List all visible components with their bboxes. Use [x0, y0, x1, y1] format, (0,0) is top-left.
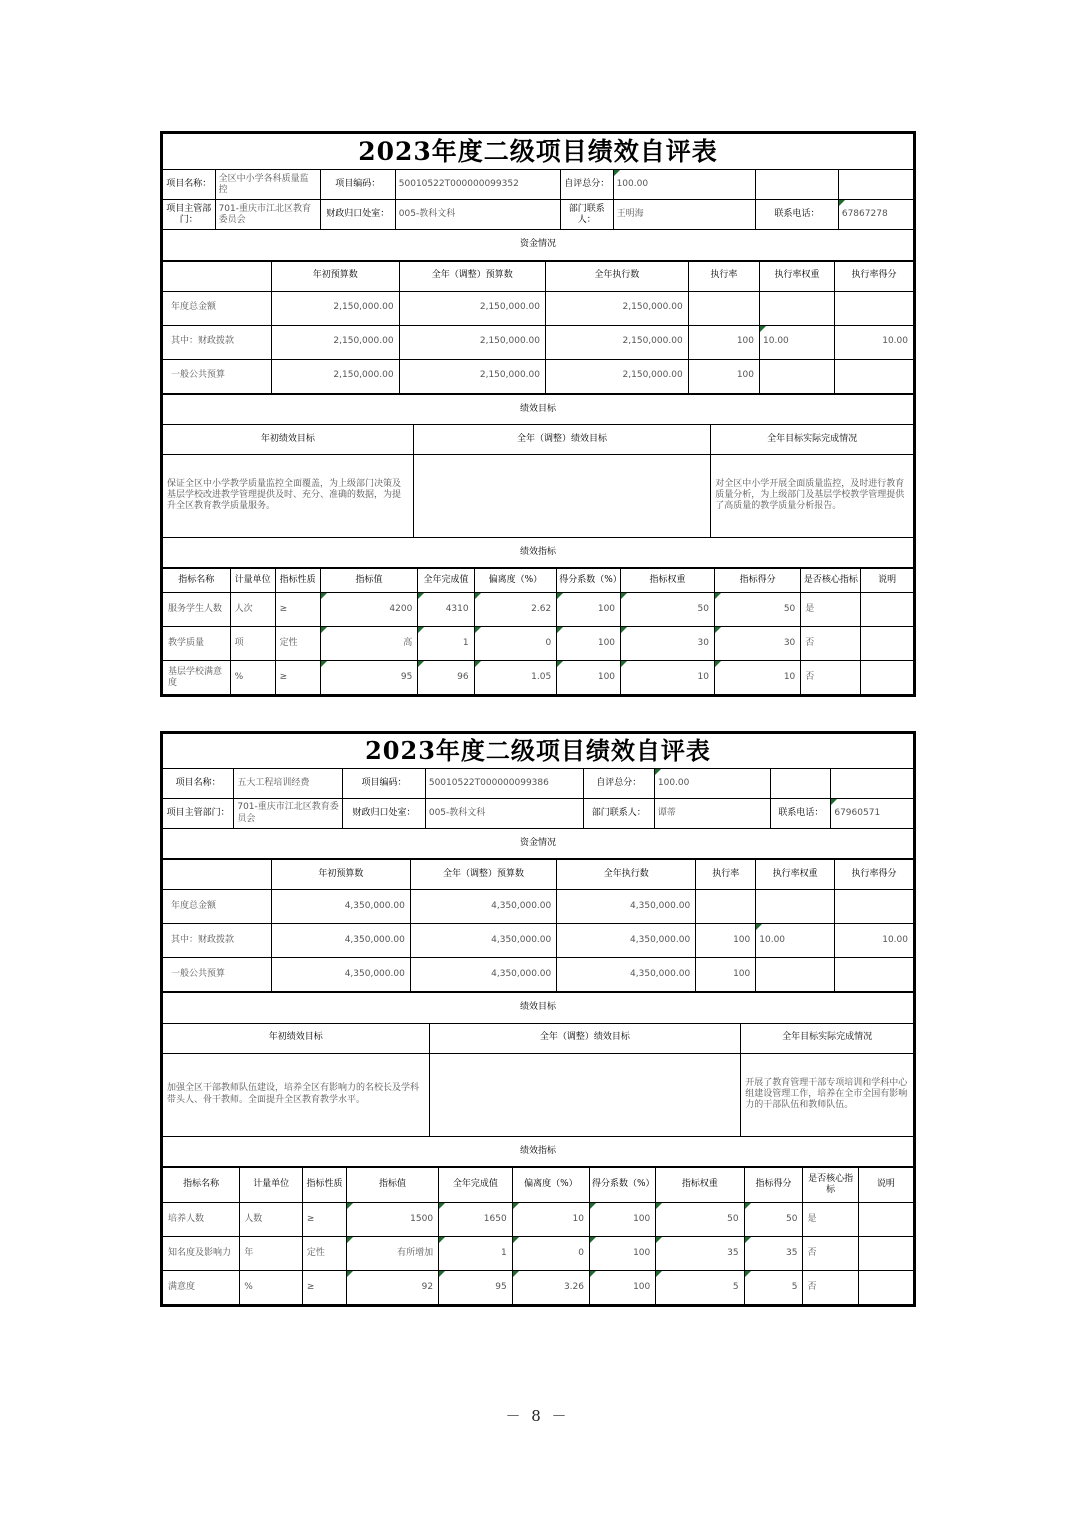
- ind-actual: 96: [418, 661, 474, 695]
- ind-name: 服务学生人数: [163, 593, 231, 627]
- ind-target: 95: [320, 661, 418, 695]
- fund-row-label: 一般公共预算: [163, 958, 272, 992]
- goal-adjusted-text: [413, 454, 710, 537]
- goal-col-actual: 全年目标实际完成情况: [711, 424, 914, 454]
- ind-target: 92: [347, 1271, 439, 1305]
- fund-weight: [760, 291, 835, 325]
- ind-unit: 年: [240, 1237, 303, 1271]
- goal-col-adjusted: 全年（调整）绩效目标: [429, 1023, 741, 1053]
- form1-funding-band-row: [163, 230, 914, 260]
- fund-rate: 100: [696, 924, 756, 958]
- table-row: [163, 593, 914, 627]
- label-dept-contact: 部门联系人：: [561, 200, 614, 230]
- ind-unit: %: [230, 661, 275, 695]
- ind-col-coefficient: 得分系数（%）: [557, 569, 621, 593]
- ind-nature: 定性: [302, 1237, 346, 1271]
- ind-weight: 50: [621, 593, 715, 627]
- ind-unit: %: [240, 1271, 303, 1305]
- band-funding: 资金情况: [163, 829, 914, 859]
- value-project-name: 五大工程培训经费: [234, 769, 343, 799]
- ind-col-name: 指标名称: [163, 1167, 240, 1203]
- ind-target: 高: [320, 627, 418, 661]
- ind-nature: ≥: [302, 1271, 346, 1305]
- ind-score: 35: [744, 1237, 803, 1271]
- fund-executed: 2,150,000.00: [545, 291, 688, 325]
- fund-adjusted: 2,150,000.00: [399, 325, 545, 359]
- form2-page-title: 2023年度二级项目绩效自评表: [365, 736, 711, 765]
- band-indicators: 绩效指标: [163, 537, 914, 567]
- ind-col-score: 指标得分: [714, 569, 800, 593]
- ind-coefficient: 100: [557, 593, 621, 627]
- fund-rate: 100: [688, 325, 759, 359]
- form2-goals-header: [163, 1023, 914, 1053]
- label-project-name: 项目名称：: [163, 769, 234, 799]
- band-goals: 绩效目标: [163, 394, 914, 424]
- form1-indicators-header: [163, 569, 914, 593]
- ind-note: [861, 593, 914, 627]
- fund-executed: 2,150,000.00: [545, 359, 688, 393]
- fund-adjusted: 2,150,000.00: [399, 291, 545, 325]
- ind-name: 满意度: [163, 1271, 240, 1305]
- goal-col-adjusted: 全年（调整）绩效目标: [413, 424, 710, 454]
- ind-col-actual: 全年完成值: [418, 569, 474, 593]
- form1-indicators-table: [162, 568, 914, 695]
- fund-score: [835, 958, 914, 992]
- ind-name: 培养人数: [163, 1203, 240, 1237]
- fund-col-adjusted-budget: 全年（调整）预算数: [410, 860, 556, 890]
- fund-rate: 100: [688, 359, 759, 393]
- value-contact-phone: 67867278: [838, 200, 913, 230]
- fund-weight: 10.00: [760, 325, 835, 359]
- performance-self-evaluation-form-1: [160, 131, 916, 697]
- form1-page-title: 2023年度二级项目绩效自评表: [358, 137, 718, 166]
- ind-col-note: 说明: [861, 569, 914, 593]
- ind-weight: 50: [656, 1203, 744, 1237]
- form2-funding-band-row: [163, 829, 914, 859]
- form2-funding-header: [163, 860, 914, 890]
- ind-note: [861, 627, 914, 661]
- ind-coefficient: 100: [590, 1271, 656, 1305]
- goal-actual-text: 开展了教育管理干部专项培训和学科中心组建设管理工作，培养在全市全国有影响力的干部队伍和教师队伍。: [741, 1053, 914, 1136]
- value-dept-in-charge: 701-重庆市江北区教育委员会: [234, 799, 343, 829]
- form1-row-dept: [163, 200, 914, 230]
- ind-col-name: 指标名称: [163, 569, 231, 593]
- ind-col-score: 指标得分: [744, 1167, 803, 1203]
- fund-row-label: 年度总金额: [163, 890, 272, 924]
- fund-initial: 4,350,000.00: [271, 924, 410, 958]
- ind-deviation: 10: [512, 1203, 589, 1237]
- ind-weight: 5: [656, 1271, 744, 1305]
- ind-weight: 10: [621, 661, 715, 695]
- ind-deviation: 2.62: [474, 593, 557, 627]
- ind-target: 有所增加: [347, 1237, 439, 1271]
- label-dept-contact: 部门联系人：: [583, 799, 654, 829]
- goal-actual-text: 对全区中小学开展全面质量监控，及时进行教育质量分析，为上级部门及基层学校教学管理提供了高质量的教学质量分析报告。: [711, 454, 914, 537]
- ind-weight: 30: [621, 627, 715, 661]
- ind-core: 否: [801, 627, 861, 661]
- form2-goals-values: [163, 1053, 914, 1136]
- form2-funding-table: [162, 859, 914, 992]
- table-row: [163, 1237, 914, 1271]
- ind-name: 基层学校满意度: [163, 661, 231, 695]
- ind-deviation: 3.26: [512, 1271, 589, 1305]
- fund-col-exec-rate: 执行率: [688, 261, 759, 291]
- form1-goals-band-row: [163, 394, 914, 424]
- fund-initial: 4,350,000.00: [271, 890, 410, 924]
- form2-indicators-header: [163, 1167, 914, 1203]
- ind-core: 是: [803, 1203, 858, 1237]
- ind-col-weight: 指标权重: [656, 1167, 744, 1203]
- ind-col-core: 是否核心指标: [801, 569, 861, 593]
- fund-row-label: 年度总金额: [163, 291, 272, 325]
- fund-col-exec-weight: 执行率权重: [756, 860, 835, 890]
- ind-nature: ≥: [275, 593, 320, 627]
- ind-actual: 4310: [418, 593, 474, 627]
- page-number: － 8 －: [505, 1407, 570, 1425]
- fund-initial: 2,150,000.00: [271, 325, 399, 359]
- fund-weight: [756, 958, 835, 992]
- label-project-code: 项目编码：: [343, 769, 426, 799]
- ind-score: 10: [714, 661, 800, 695]
- ind-note: [858, 1271, 913, 1305]
- table-row: [163, 359, 914, 393]
- ind-coefficient: 100: [557, 661, 621, 695]
- value-finance-office: 005-教科文科: [425, 799, 583, 829]
- band-funding: 资金情况: [163, 230, 914, 260]
- label-finance-office: 财政归口处室：: [343, 799, 426, 829]
- ind-col-note: 说明: [858, 1167, 913, 1203]
- ind-deviation: 0: [474, 627, 557, 661]
- ind-col-target: 指标值: [347, 1167, 439, 1203]
- ind-deviation: 1.05: [474, 661, 557, 695]
- fund-executed: 2,150,000.00: [545, 325, 688, 359]
- form1-empty-cell-b: [838, 170, 913, 200]
- fund-initial: 2,150,000.00: [271, 291, 399, 325]
- label-dept-in-charge: 项目主管部门：: [163, 799, 234, 829]
- ind-coefficient: 100: [590, 1237, 656, 1271]
- ind-col-weight: 指标权重: [621, 569, 715, 593]
- ind-nature: 定性: [275, 627, 320, 661]
- ind-col-deviation: 偏离度（%）: [474, 569, 557, 593]
- fund-col-blank: [163, 860, 272, 890]
- ind-name: 知名度及影响力: [163, 1237, 240, 1271]
- ind-col-unit: 计量单位: [230, 569, 275, 593]
- value-project-code: 50010522T000000099352: [395, 170, 560, 200]
- table-row: [163, 890, 914, 924]
- form2-title-row: [163, 734, 914, 769]
- ind-col-nature: 指标性质: [275, 569, 320, 593]
- ind-core: 否: [801, 661, 861, 695]
- performance-self-evaluation-form-2: [160, 731, 916, 1307]
- form2-row-project-name: [163, 769, 914, 799]
- ind-coefficient: 100: [590, 1203, 656, 1237]
- ind-col-core: 是否核心指标: [803, 1167, 858, 1203]
- fund-col-exec-score: 执行率得分: [835, 860, 914, 890]
- fund-score: [835, 890, 914, 924]
- goal-col-initial: 年初绩效目标: [163, 424, 414, 454]
- label-contact-phone: 联系电话：: [756, 200, 839, 230]
- table-row: [163, 661, 914, 695]
- fund-initial: 4,350,000.00: [271, 958, 410, 992]
- label-self-eval-total: 自评总分：: [583, 769, 654, 799]
- form1-indicators-band-row: [163, 537, 914, 567]
- fund-score: 10.00: [835, 924, 914, 958]
- table-row: [163, 1271, 914, 1305]
- ind-unit: 人数: [240, 1203, 303, 1237]
- fund-weight: [760, 359, 835, 393]
- fund-row-label: 其中：财政拨款: [163, 325, 272, 359]
- ind-unit: 项: [230, 627, 275, 661]
- fund-col-exec-score: 执行率得分: [835, 261, 914, 291]
- ind-actual: 95: [439, 1271, 513, 1305]
- fund-adjusted: 4,350,000.00: [410, 958, 556, 992]
- ind-note: [861, 661, 914, 695]
- table-row: [163, 958, 914, 992]
- ind-nature: ≥: [275, 661, 320, 695]
- table-row: [163, 627, 914, 661]
- fund-col-exec-rate: 执行率: [696, 860, 756, 890]
- ind-score: 5: [744, 1271, 803, 1305]
- ind-deviation: 0: [512, 1237, 589, 1271]
- value-project-name: 全区中小学各科质量监控: [215, 170, 320, 200]
- goal-initial-text: 保证全区中小学教学质量监控全面覆盖，为上级部门决策及基层学校改进教学管理提供及时、充分、准确的数据，为提升全区教育教学质量服务。: [163, 454, 414, 537]
- form1-title-row: [163, 134, 914, 170]
- fund-rate: 100: [696, 958, 756, 992]
- form1-row-project-name: [163, 170, 914, 200]
- goal-col-initial: 年初绩效目标: [163, 1023, 430, 1053]
- ind-score: 50: [744, 1203, 803, 1237]
- value-project-code: 50010522T000000099386: [425, 769, 583, 799]
- ind-actual: 1: [439, 1237, 513, 1271]
- fund-executed: 4,350,000.00: [557, 958, 696, 992]
- form2-goals-table: [162, 992, 914, 1167]
- value-finance-office: 005-教科文科: [395, 200, 560, 230]
- form1-goals-values: [163, 454, 914, 537]
- form2-goals-band-row: [163, 993, 914, 1023]
- label-project-code: 项目编码：: [320, 170, 395, 200]
- ind-note: [858, 1237, 913, 1271]
- ind-coefficient: 100: [557, 627, 621, 661]
- ind-target: 4200: [320, 593, 418, 627]
- label-self-eval-total: 自评总分：: [561, 170, 614, 200]
- ind-name: 教学质量: [163, 627, 231, 661]
- form1-empty-cell-a: [756, 170, 839, 200]
- ind-col-deviation: 偏离度（%）: [512, 1167, 589, 1203]
- ind-col-nature: 指标性质: [302, 1167, 346, 1203]
- fund-executed: 4,350,000.00: [557, 890, 696, 924]
- fund-weight: 10.00: [756, 924, 835, 958]
- fund-initial: 2,150,000.00: [271, 359, 399, 393]
- table-row: [163, 924, 914, 958]
- ind-score: 30: [714, 627, 800, 661]
- ind-col-unit: 计量单位: [240, 1167, 303, 1203]
- ind-core: 否: [803, 1271, 858, 1305]
- label-finance-office: 财政归口处室：: [320, 200, 395, 230]
- form1-funding-table: [162, 261, 914, 394]
- value-self-eval-total: 100.00: [613, 170, 756, 200]
- fund-score: [835, 359, 914, 393]
- fund-adjusted: 4,350,000.00: [410, 890, 556, 924]
- form1-table: [162, 133, 914, 261]
- form2-indicators-band-row: [163, 1136, 914, 1166]
- ind-col-actual: 全年完成值: [439, 1167, 513, 1203]
- table-row: [163, 325, 914, 359]
- form2-table: [162, 733, 914, 859]
- fund-executed: 4,350,000.00: [557, 924, 696, 958]
- fund-col-initial-budget: 年初预算数: [271, 860, 410, 890]
- fund-weight: [756, 890, 835, 924]
- ind-weight: 35: [656, 1237, 744, 1271]
- fund-col-blank: [163, 261, 272, 291]
- fund-row-label: 其中：财政拨款: [163, 924, 272, 958]
- form2-empty-cell-a: [771, 769, 831, 799]
- label-project-name: 项目名称：: [163, 170, 216, 200]
- ind-core: 是: [801, 593, 861, 627]
- fund-col-executed: 全年执行数: [557, 860, 696, 890]
- goal-col-actual: 全年目标实际完成情况: [741, 1023, 914, 1053]
- ind-core: 否: [803, 1237, 858, 1271]
- fund-adjusted: 4,350,000.00: [410, 924, 556, 958]
- value-contact-phone: 67960571: [831, 799, 914, 829]
- fund-rate: [688, 291, 759, 325]
- ind-score: 50: [714, 593, 800, 627]
- goal-initial-text: 加强全区干部教师队伍建设，培养全区有影响力的名校长及学科带头人、骨干教师。全面提升全区教育教学水平。: [163, 1053, 430, 1136]
- form1-goals-table: [162, 394, 914, 569]
- ind-actual: 1650: [439, 1203, 513, 1237]
- label-dept-in-charge: 项目主管部门：: [163, 200, 216, 230]
- form1-funding-header: [163, 261, 914, 291]
- fund-col-executed: 全年执行数: [545, 261, 688, 291]
- band-goals: 绩效目标: [163, 993, 914, 1023]
- fund-score: 10.00: [835, 325, 914, 359]
- fund-col-adjusted-budget: 全年（调整）预算数: [399, 261, 545, 291]
- form2-row-dept: [163, 799, 914, 829]
- table-row: [163, 1203, 914, 1237]
- fund-col-exec-weight: 执行率权重: [760, 261, 835, 291]
- fund-rate: [696, 890, 756, 924]
- ind-note: [858, 1203, 913, 1237]
- ind-unit: 人次: [230, 593, 275, 627]
- value-dept-contact: 谭蒂: [654, 799, 770, 829]
- form1-goals-header: [163, 424, 914, 454]
- fund-col-initial-budget: 年初预算数: [271, 261, 399, 291]
- fund-adjusted: 2,150,000.00: [399, 359, 545, 393]
- fund-score: [835, 291, 914, 325]
- value-dept-in-charge: 701-重庆市江北区教育委员会: [215, 200, 320, 230]
- table-row: [163, 291, 914, 325]
- value-self-eval-total: 100.00: [654, 769, 770, 799]
- ind-nature: ≥: [302, 1203, 346, 1237]
- form2-indicators-table: [162, 1167, 914, 1306]
- ind-target: 1500: [347, 1203, 439, 1237]
- value-dept-contact: 王明海: [613, 200, 756, 230]
- ind-col-coefficient: 得分系数（%）: [590, 1167, 656, 1203]
- goal-adjusted-text: [429, 1053, 741, 1136]
- label-contact-phone: 联系电话：: [771, 799, 831, 829]
- band-indicators: 绩效指标: [163, 1136, 914, 1166]
- ind-actual: 1: [418, 627, 474, 661]
- ind-col-target: 指标值: [320, 569, 418, 593]
- fund-row-label: 一般公共预算: [163, 359, 272, 393]
- form2-empty-cell-b: [831, 769, 914, 799]
